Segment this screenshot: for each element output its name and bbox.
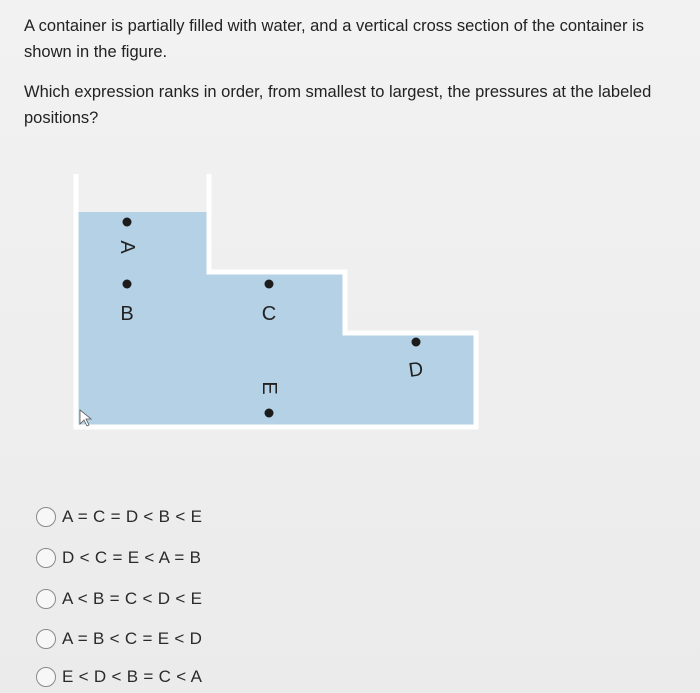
point-c-dot — [265, 280, 274, 289]
point-b-dot — [123, 280, 132, 289]
radio-button[interactable] — [36, 507, 56, 527]
question-intro: A container is partially filled with water, and a vertical cross section of the container is shown in the figure. — [24, 17, 644, 61]
choice-2[interactable] — [36, 548, 201, 568]
choice-5[interactable] — [36, 667, 202, 687]
radio-button[interactable] — [36, 629, 56, 649]
choice-4[interactable] — [36, 629, 202, 649]
choice-3[interactable] — [36, 589, 202, 609]
choice-label: A = C = D < B < E — [62, 507, 203, 526]
point-b-label: B — [120, 303, 134, 325]
choice-label: D < C = E < A = B — [62, 548, 202, 567]
point-e-label: E — [258, 381, 280, 395]
radio-button[interactable] — [36, 667, 56, 687]
radio-button[interactable] — [36, 589, 56, 609]
choice-label: A < B = C < D < E — [62, 589, 203, 608]
question-prompt: Which expression ranks in order, from smallest to largest, the pressures at the labeled positions? — [24, 83, 652, 127]
radio-button[interactable] — [36, 548, 56, 568]
point-a-label: A — [116, 240, 138, 254]
choice-label: A = B < C = E < D — [62, 629, 203, 648]
choice-1[interactable] — [36, 507, 202, 527]
point-d-dot — [412, 338, 421, 347]
point-a-dot — [123, 218, 132, 227]
point-e-dot — [265, 409, 274, 418]
choice-label: E < D < B = C < A — [62, 667, 203, 686]
point-c-label: C — [261, 303, 277, 325]
point-d-label: D — [407, 358, 425, 382]
